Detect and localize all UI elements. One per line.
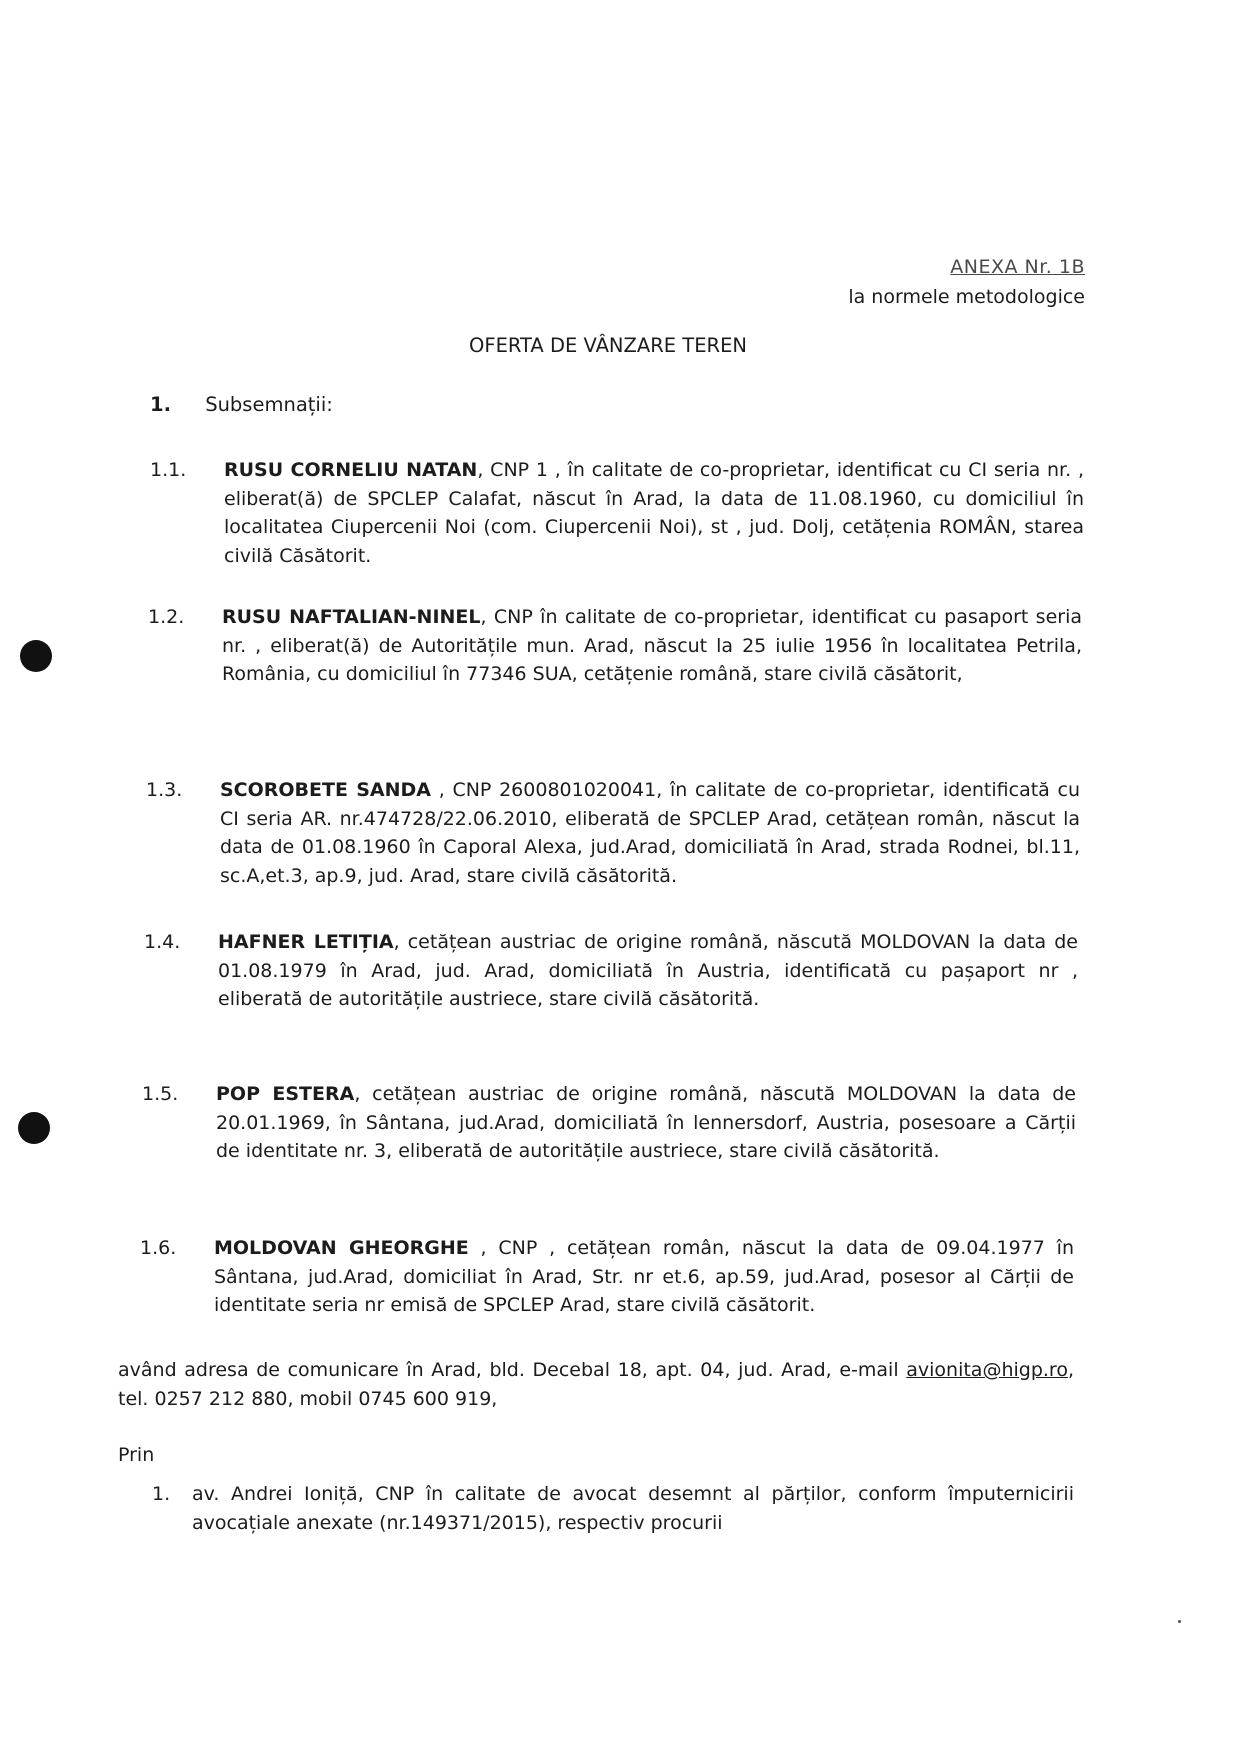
punch-hole [20, 640, 52, 672]
party-paragraph [142, 1080, 1076, 1166]
representative-text: av. Andrei Ioniță, CNP în calitate de avocat desemnt al părților, conform împuternicirii avocațiale anexate (nr.149371/2015), respectiv procurii [192, 1483, 1074, 1534]
prin-label: Prin [118, 1444, 155, 1466]
party-details: , CNP , cetățean român, născut la data de 09.04.1977 în Sântana, jud.Arad, domiciliat în Arad, Str. nr et.6, ap.59, jud.Arad, posesor al Cărții de identitate seria nr emisă de SPCLEP Arad, stare civilă căsătorit. [214, 1237, 1074, 1316]
annex-number: ANEXA Nr. 1B [950, 256, 1085, 278]
party-details: , CNP 1 , în calitate de co-proprietar, identificat cu CI seria nr. , eliberat(ă) de SPCLEP Calafat, născut în Arad, la data de 11.08.1960, cu domiciliul în localitatea Ciupercenii Noi (com. Ciupercenii Noi), st , jud. Dolj, cetățenia ROMÂN, starea civilă Căsătorit. [224, 459, 1084, 567]
party-name: HAFNER LETIȚIA [218, 931, 394, 953]
party-name: POP ESTERA [216, 1083, 355, 1105]
party-details: , cetățean austriac de origine română, născută MOLDOVAN la data de 01.08.1979 în Arad, jud. Arad, domiciliată în Austria, identificată cu pașaport nr , eliberată de autoritățile austriece, stare civilă căsătorită. [218, 931, 1078, 1010]
party-name: RUSU CORNELIU NATAN [224, 459, 478, 481]
party-number: 1.2. [148, 606, 185, 628]
scan-speck [1178, 1620, 1181, 1623]
party-details: , cetățean austriac de origine română, născută MOLDOVAN la data de 20.01.1969, în Sântana, jud.Arad, domiciliată în lennersdorf, Austria, posesoare a Cărții de identitate nr. 3, eliberată de autoritățile austriece, stare civilă căsătorită. [216, 1083, 1076, 1162]
party-name: MOLDOVAN GHEORGHE [214, 1237, 469, 1259]
party-name: RUSU NAFTALIAN-NINEL [222, 606, 481, 628]
document-title: OFERTA DE VÂNZARE TEREN [469, 334, 747, 357]
party-number: 1.3. [146, 779, 183, 801]
party-number: 1.5. [142, 1083, 179, 1105]
communication-address [118, 1356, 1074, 1413]
party-paragraph [148, 603, 1082, 689]
party-paragraph [140, 1234, 1074, 1320]
section-heading [150, 393, 333, 416]
party-paragraph [146, 776, 1080, 890]
party-number: 1.4. [144, 931, 181, 953]
email-link[interactable]: avionita@higp.ro [906, 1359, 1068, 1381]
representative-number: 1. [152, 1483, 171, 1505]
party-name: SCOROBETE SANDA [220, 779, 432, 801]
party-paragraph [150, 456, 1084, 570]
annex-subtitle: la normele metodologice [848, 286, 1085, 308]
party-number: 1.1. [150, 459, 187, 481]
representative-paragraph [152, 1480, 1074, 1537]
annex-reference [848, 252, 1085, 312]
section-label: Subsemnații: [205, 393, 333, 416]
party-details: , CNP în calitate de co-proprietar, identificat cu pasaport seria nr. , eliberat(ă) de Autoritățile mun. Arad, născut la 25 iulie 1956 în localitatea Petrila, România, cu domiciliul în 77346 SUA, cetățenie română, stare civilă căsătorit, [222, 606, 1083, 685]
address-text: având adresa de comunicare în Arad, bld. Decebal 18, apt. 04, jud. Arad, e-mail [118, 1359, 907, 1381]
punch-hole [18, 1112, 50, 1144]
party-paragraph [144, 928, 1078, 1014]
phone-text: , tel. 0257 212 880, mobil 0745 600 919, [118, 1359, 1074, 1410]
party-number: 1.6. [140, 1237, 177, 1259]
party-details: , CNP 2600801020041, în calitate de co-proprietar, identificată cu CI seria AR. nr.474728/22.06.2010, eliberată de SPCLEP Arad, cetățean român, născut la data de 01.08.1960 în Caporal Alexa, jud.Arad, domiciliată în Arad, strada Rodnei, bl.11, sc.A,et.3, ap.9, jud. Arad, stare civilă căsătorită. [220, 779, 1081, 887]
section-number: 1. [150, 393, 171, 416]
